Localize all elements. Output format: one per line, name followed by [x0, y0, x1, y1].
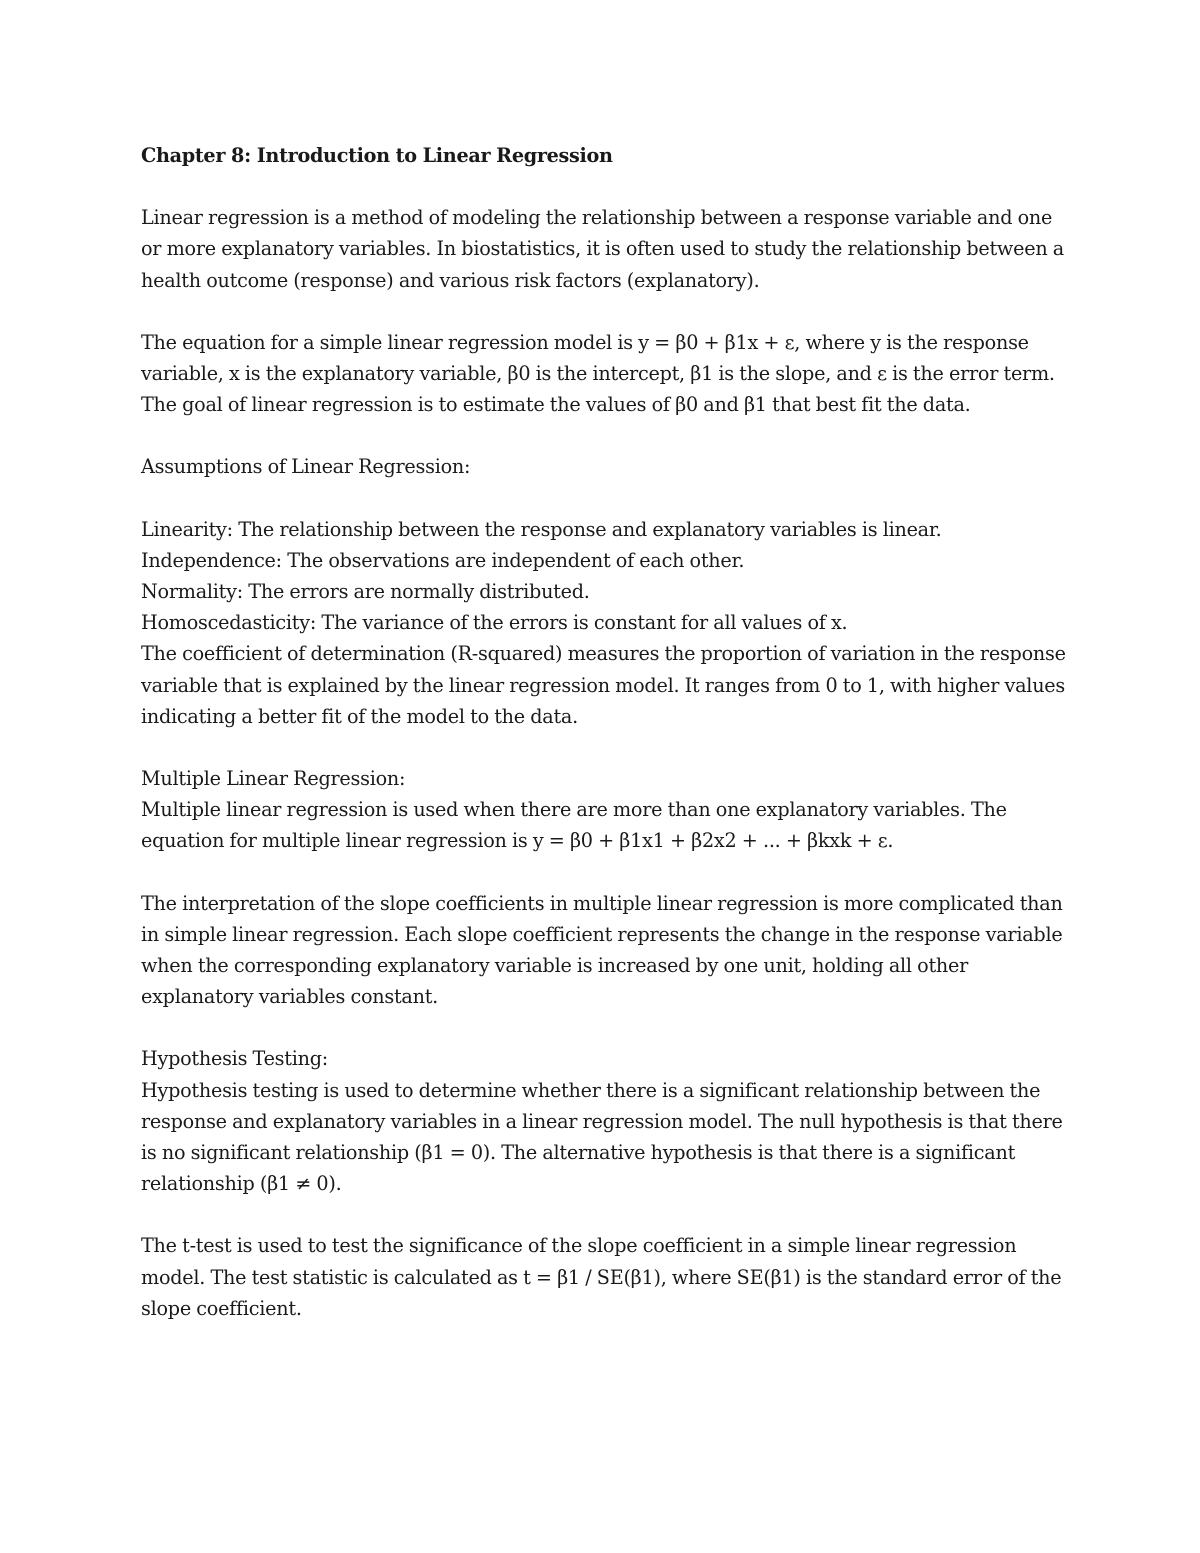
assumption-homoscedasticity: Homoscedasticity: The variance of the errors is constant for all values of x. [141, 611, 848, 635]
hypothesis-paragraph: Hypothesis testing is used to determine whether there is a significant relationship between the response and explanatory variables in a linear regression model. The null hypothesis is that there is no significant relationship (β1 = 0). The alternative hypothesis is that there is a significant relationship (β1 ≠ 0). [141, 1078, 1063, 1196]
multiple-regression-heading: Multiple Linear Regression: [141, 767, 406, 791]
interpretation-paragraph: The interpretation of the slope coefficients in multiple linear regression is more complicated than in simple linear regression. Each slope coefficient represents the change in the response variable when the corresponding explanatory variable is increased by one unit, holding all other explanatory variables constant. [141, 891, 1063, 1009]
intro-paragraph: Linear regression is a method of modeling the relationship between a response variable and one or more explanatory variables. In biostatistics, it is often used to study the relationship between a health outcome (response) and various risk factors (explanatory). [141, 206, 1064, 292]
equation-paragraph: The equation for a simple linear regression model is y = β0 + β1x + ε, where y is the response variable, x is the explanatory variable, β0 is the intercept, β1 is the slope, and ε is the error term. The goal of linear regression is to estimate the values of β0 and β1 that best fit the data. [141, 330, 1055, 417]
document-body [141, 140, 1066, 1324]
multiple-regression-paragraph: Multiple linear regression is used when there are more than one explanatory variables. The equation for multiple linear regression is y = β0 + β1x1 + β2x2 + ... + βkxk + ε. [141, 798, 1007, 853]
assumption-linearity: Linearity: The relationship between the response and explanatory variables is linear. [141, 517, 942, 541]
hypothesis-heading: Hypothesis Testing: [141, 1047, 328, 1071]
chapter-title: Chapter 8: Introduction to Linear Regression [141, 144, 613, 167]
r-squared-paragraph: The coefficient of determination (R-squared) measures the proportion of variation in the response variable that is explained by the linear regression model. It ranges from 0 to 1, with higher values indicating a better fit of the model to the data. [141, 642, 1066, 728]
t-test-paragraph: The t-test is used to test the significance of the slope coefficient in a simple linear regression model. The test statistic is calculated as t = β1 / SE(β1), where SE(β1) is the standard error of the slope coefficient. [141, 1234, 1062, 1320]
assumption-normality: Normality: The errors are normally distributed. [141, 580, 590, 604]
assumptions-heading: Assumptions of Linear Regression: [141, 455, 471, 479]
assumption-independence: Independence: The observations are independent of each other. [141, 548, 745, 572]
